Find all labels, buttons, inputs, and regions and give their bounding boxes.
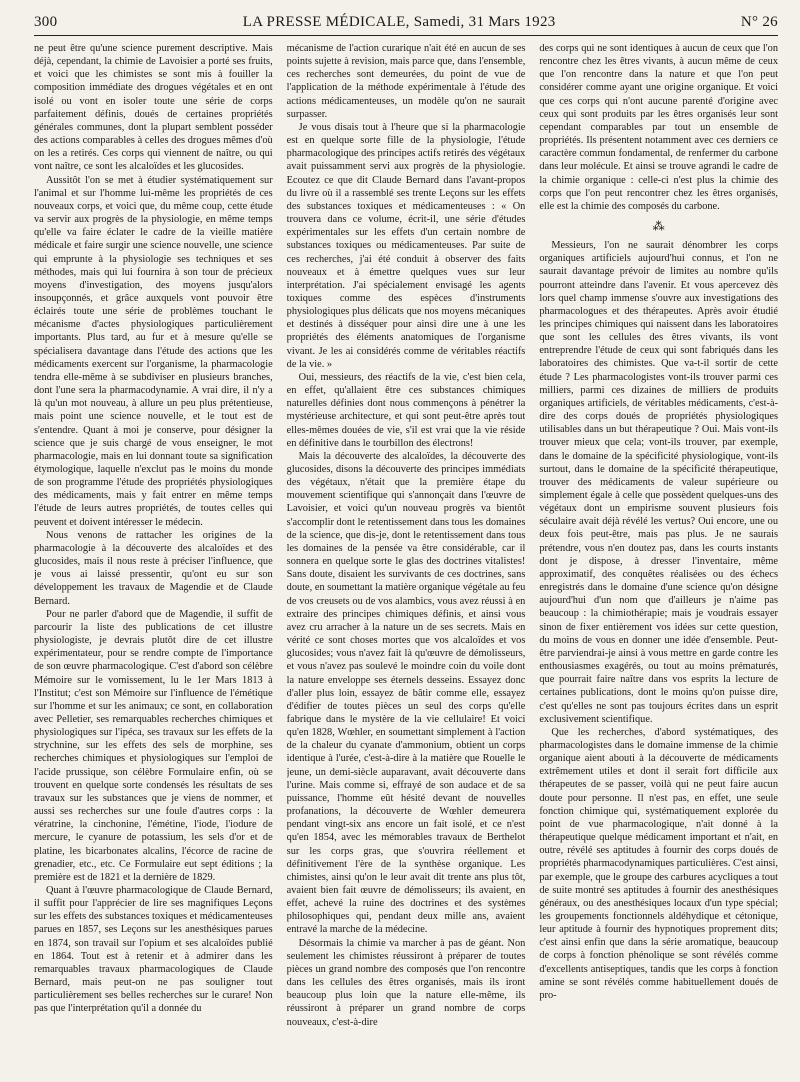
paragraph: Je vous disais tout à l'heure que si la pharmacologie est en quelque sorte fille de la physiologie, l'étude pharmacologique des principes actifs retirés des végétaux avait puissamment servi aux progrès de la physiologie. Ecoutez ce que dit Claude Bernard dans l'avant-propos du livre où il a rassemblé ses trente Leçons sur les effets des substances toxiques et médicamenteuses : « On trouvera dans ce volume, écrit-il, une série d'études expérimentales sur les effets d'un certain nombre de substances toxiques ou médicamenteuses. Par suite de ces recherches, j'ai été conduit à observer des faits nouveaux et à émettre quelques vues sur leur interprétation. J'ai spécialement envisagé les agents toxiques comme des espèces d'instruments physiologiques plus délicats que nos moyens mécaniques et destinés à disséquer pour ainsi dire une à une les propriétés des éléments anatomiques de l'organisme vivant. Je les ai considérés comme de véritables réactifs de la vie. » (286, 121, 526, 370)
paragraph: mécanisme de l'action curarique n'ait été en aucun de ses points sujette à revision, mais parce que, dans l'ensemble, ces recherches sont demeurées, du point de vue de l'application de la méthode expérimentale à l'étude des actions médicamenteuses, un modèle qu'on ne saurait surpasser. (286, 43, 526, 120)
paragraph: Pour ne parler d'abord que de Magendie, il suffit de parcourir la liste des publications de cet illustre physiologiste, je devrais plutôt dire de cet illustre expérimentateur, pour se rendre compte de l'importance de son œuvre pharmacologique. C'est d'abord son célèbre Mémoire sur le vomissement, lu le 1er Mars 1813 à l'Institut; c'est son Mémoire sur l'influence de l'émétique sur l'homme et sur les animaux; ce sont, en collaboration avec Pelletier, ses remarquables recherches chimiques et physiologiques sur l'ipéca, ses travaux sur les effets de la strychnine, sur les effets des sels de morphine, ses recherches chimiques et physiologiques sur l'emploi de l'acide prussique, son célèbre Formulaire enfin, où se trouvent en quelque sorte condensés les résultats de ses travaux sur les substances que je viens de nommer, et aussi ses recherches sur une foule d'autres corps : la vératrine, la cinchonine, l'émétine, l'iode, l'iodure de mercure, le cyanure de potassium, les sels d'or et de platine, les bicarbonates alcalins, l'écorce de racine de grenadier, etc., etc. Ce Formulaire eut sept éditions ; la première est de 1821 et la dernière de 1829. (34, 608, 273, 883)
paragraph: des corps qui ne sont identiques à aucun de ceux que l'on rencontre chez les êtres vivants, à aucun même de ceux que l'on rencontre dans la nature et que l'on peut considérer comme ayant une origine organique. Et voici que ces corps qui n'ont aucune parenté d'origine avec ceux qui sont produits par les êtres organisés leur sont cependant comparables par tout un ensemble de propriétés. Ils présentent notamment avec ces derniers ce caractère commun fondamental, de renfermer du carbone dans leur molécule. Et ainsi se trouve agrandi le cadre de la chimie organique : celle-ci n'est plus la chimie des corps que l'on peut rencontrer chez les êtres organisés, elle est la chimie des composés du carbone. (539, 43, 779, 212)
column-3 (539, 42, 778, 1082)
column-2 (287, 42, 526, 1082)
paragraph: Mais la découverte des alcaloïdes, la découverte des glucosides, disons la découverte des principes immédiats des végétaux, n'était que la première étape du mouvement scientifique qui s'annonçait dans l'œuvre de Lavoisier, et voici qu'un nouveau progrès va bientôt s'accomplir dont le retentissement dans tous les domaines de la science, que dis-je, dont le retentissement dans tous les domaines de la pensée va être considérable, car il sonnera en quelque sorte le glas des doctrines vitalistes! Sans doute, disaient les survivants de ces doctrines, sans doute, en soumettant la matière organique végétale au feu de vos creusets ou de vos alambics, vous avez réussi à en extraire des principes chimiques définis, et ainsi vous avez cru arracher à la nature un de ses secrets. Mais en vérité ce sont choses mortes que vos alcaloïdes et vos glucosides; vous n'avez fait là qu'œuvre de démolisseurs, et vous n'avez pas soulevé le moindre coin du voile dont la nature enveloppe ses éternels desseins. Essayez donc d'aller plus loin, essayez de bâtir comme elle, essayez d'édifier de toutes pièces un seul des corps qu'elle fabrique dans le mystère de la vie cellulaire! Et voici qu'en 1828, Wœhler, en soumettant simplement à l'action de la chaleur du cyanate d'ammonium, obtient un corps identique à l'urée, c'est-à-dire à la matière que Rouelle le jeune, un demi-siècle auparavant, avait découverte dans l'urine. Mais comme si, effrayé de son audace et de sa puissance, l'homme eût hésité devant de nouvelles profanations, la découverte de Wœhler demeurera pendant vingt-six ans encore un fait isolé, et ce n'est qu'en 1854, avec les mémorables travaux de Berthelot sur les corps gras, que s'ouvrira réellement et définitivement l'ère de la synthèse organique. Les chimistes, ainsi qu'on le leur avait dit trente ans plus tôt, avaient bien fait œuvre de démolisseurs; ils avaient, en effet, achevé la ruine des doctrines et des systèmes philosophiques qui, pendant deux mille ans, avaient entravé la marche de la médecine. (286, 450, 526, 936)
paragraph: Quant à l'œuvre pharmacologique de Claude Bernard, il suffit pour l'apprécier de lire ses magnifiques Leçons sur les effets des substances toxiques et médicamenteuses parues en 1857, ses Leçons sur les anesthésiques parues en 1874, son travail sur l'opium et ses alcaloïdes publié en 1864. Tout est à retenir et à admirer dans les remarquables travaux pharmacologiques de Claude Bernard, mais peut-on ne pas souligner tout particulièrement ses belles recherches sur le curare! Non pas que l'interprétation qu'il a donnée du (34, 885, 273, 1015)
page-number: 300 (34, 14, 58, 30)
paragraph: Messieurs, l'on ne saurait dénombrer les corps organiques artificiels aujourd'hui connus, et l'on ne saurait davantage prévoir de limites au nombre qu'ils pourront atteindre dans l'avenir. Et vous apercevez dès lors quel champ immense s'ouvre aux investigations des pharmacologues et des thérapeutes. Après avoir étudié les principes chimiques qui naissent dans les laboratoires que sont les cellules des êtres vivants, ils vont entreprendre l'étude de ceux qui sont fabriqués dans les laboratoires des chimistes. Que va-t-il sortir de cette étude ? Les pharmacologistes vont-ils trouver parmi ces milliers, parmi ces dizaines de milliers de produits organiques artificiels, de véritables médicaments, c'est-à-dire des corps doués de propriétés physiologiques utilisables dans un but thérapeutique ? Oui. Mais vont-ils trouver mieux que cela; vont-ils trouver, par exemple, dans le domaine de la spécificité physiologique, vont-ils surtout, dans le domaine de la spécificité thérapeutique, trouver des médicaments de valeur supérieure ou simplement égale à celle que possèdent quelques-uns des végétaux dont un empirisme souvent plusieurs fois séculaire avait déjà révélé les vertus? Oui encore, une ou deux fois peut-être, mais pas plus. Je ne saurais prétendre, vous n'en doutez pas, dans les courts instants dont je dispose, à dresser l'inventaire, même approximatif, des conquêtes réalisées ou des échecs enregistrés dans le domaine d'une science qu'on désigne aujourd'hui d'un nom que d'ailleurs je n'aime pas beaucoup : la chimiothérapie; mais je voudrais essayer sinon de fixer entièrement vos idées sur cette question, du moins de vous en donner une idée d'ensemble. Peut-être parviendrai-je ainsi à vous mettre en garde contre les enthousiasmes exagérés, ou tout au moins prématurés, que pourrait faire naître dans vos esprits la lecture de certaines publications, dont le moins qu'on puisse dire, c'est qu'elles ne sont pas toujours écrites dans un esprit exclusivement scientifique. (539, 240, 779, 725)
paragraph: Oui, messieurs, des réactifs de la vie, c'est bien cela, en effet, qu'allaient être ces substances chimiques naturelles définies dont nous commençons à pénétrer la mystérieuse architecture, et qui sont peut-être après tout elles-mêmes douées de vie, s'il est vrai que la vie réside en définitive dans le tourbillon des électrons! (286, 371, 526, 449)
paragraph: Que les recherches, d'abord systématiques, des pharmacologistes dans le domaine immense de la chimie organique aient abouti à la découverte de médicaments extrêmement utiles et dont il serait fort difficile aux thérapeutes de se passer, voilà qui ne peut faire aucun doute pour personne. Il n'est pas, en effet, une seule fonction chimique qui, systématiquement explorée du point de vue pharmacologique, n'ait donné à la thérapeutique quelque médicament important et n'ait, en outre, révélé ses aptitudes à fournir des corps doués de propriétés pharmacodynamiques particulières. C'est ainsi, par exemple, que le groupe des carbures acycliques a tout de suite montré ses aptitudes à fournir des anesthésiques généraux, ou des anesthésiques locaux d'un type spécial; les groupements fonctionnels aldéhydique et cétonique, leur aptitude à fournir des hypnotiques proprement dits; c'est ainsi enfin que dans la série aromatique, beaucoup de corps à fonction phénolique se sont révélés comme d'excellents antiseptiques, tandis que les corps à fonction amine se sont révélés comme habituellement doués de pro- (539, 726, 779, 1001)
paragraph: Aussitôt l'on se met à étudier systématiquement sur l'animal et sur l'homme lui-même les propriétés de ces nouveaux corps, et voici que, du même coup, cette étude va servir aux progrès de la physiologie, en même temps qu'elle va faire éclater le cadre de la vieille matière médicale et faire surgir une science nouvelle, une science qui emprunte à la physiologie ses techniques et ses méthodes, mais qui lui fournira à son tour de précieux moyens d'investigation, des moyens jusqu'alors insoupçonnés, et grâce auxquels vont pouvoir être éclairés toute une série de problèmes touchant le mécanisme d'actes physiologiques particulièrement importants. Plus tard, au fur et à mesure qu'elle se spécialisera davantage dans l'étude des actions que les médicaments exercent sur l'organisme, la pharmacologie tendra elle-même à se subdiviser en plusieurs branches, dont l'une sera la pharmacodynamie. A vrai dire, il n'y a là qu'un mot nouveau, à allure un peu plus prétentieuse, mais point une science nouvelle, et le tout est de s'entendre. Quant à moi je conserve, pour désigner la science que je suis chargé de vous enseigner, le mot pharmacologie, mais en lui donnant toute sa signification étymologique, laquelle n'exclut pas le moins du monde de son programme l'étude des propriétés physiologiques des médicaments, mais y fait entrer en même temps l'étude de leurs autres propriétés, de toutes celles qui peuvent et doivent intéresser le médecin. (34, 174, 273, 528)
paragraph: ne peut être qu'une science purement descriptive. Mais déjà, cependant, la chimie de Lavoisier a porté ses fruits, et voici que les chimistes se sont mis à fouiller la composition immédiate des drogues végétales et en ont isolé ou vont en isoler toute une série de corps parfaitement définis, doués de certaines propriétés générales communes, dont la plupart semblent posséder des actions comparables à celles des drogues mêmes d'où on les a retirés. Ces corps qui viennent de naître, ou qui vont naître, ce sont les alcaloïdes et les glucosides. (34, 43, 273, 173)
paragraph: Nous venons de rattacher les origines de la pharmacologie à la découverte des alcaloïdes et des glucosides, mais il nous reste à préciser l'influence, que je vous ai laissé pressentir, qu'ont eu sur son développement les travaux de Magendie et de Claude Bernard. (34, 529, 273, 607)
page-header (34, 14, 778, 36)
publication-title: LA PRESSE MÉDICALE, Samedi, 31 Mars 1923 (242, 14, 556, 30)
column-1 (34, 42, 273, 1082)
text-columns (34, 42, 778, 1082)
issue-number: N° 26 (740, 14, 778, 30)
section-break-asterism: ⁂ (652, 219, 665, 234)
paragraph: Désormais la chimie va marcher à pas de géant. Non seulement les chimistes réussiront à préparer de toutes pièces un grand nombre des composés que l'on rencontre dans les cellules des êtres organisés, mais ils iront beaucoup plus loin que la nature elle-même, ils réussiront à préparer un grand nombre de corps nouveaux, c'est-à-dire (286, 937, 526, 1028)
